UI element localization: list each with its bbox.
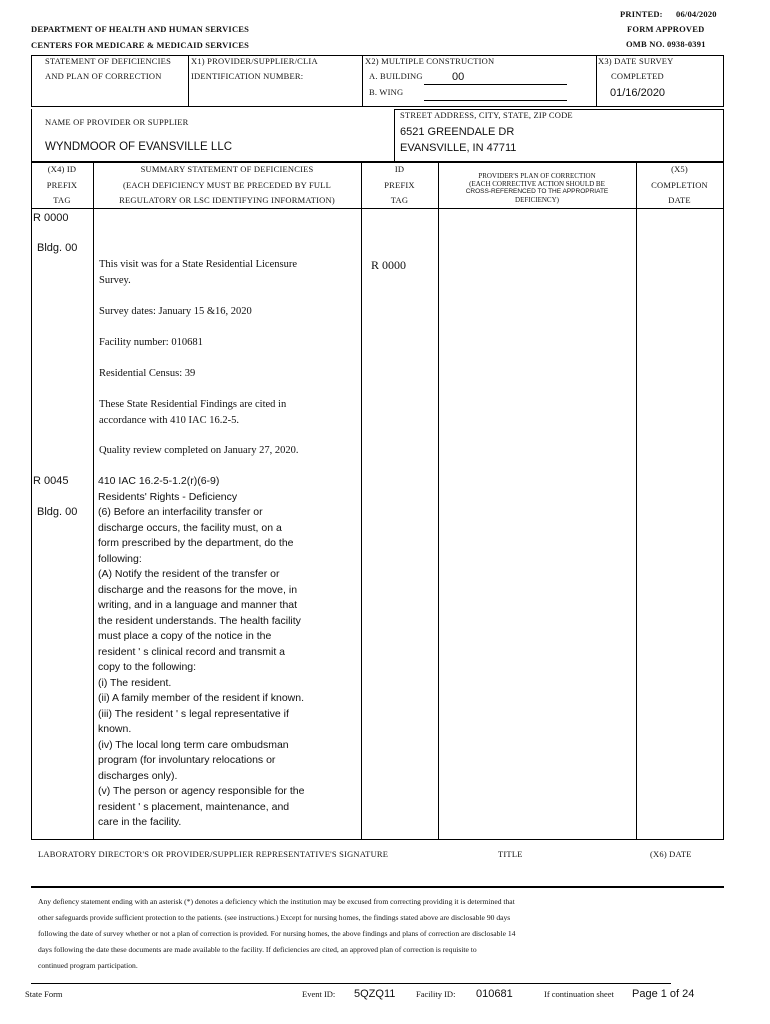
department-name: DEPARTMENT OF HEALTH AND HUMAN SERVICES <box>31 24 250 34</box>
id-tag-header: TAG <box>390 195 409 205</box>
rule <box>31 162 724 163</box>
rule <box>31 109 32 162</box>
summary-sub-header: (EACH DEFICIENCY MUST BE PRECEDED BY FULL <box>122 180 332 190</box>
x2-label: X2) MULTIPLE CONSTRUCTION <box>365 56 495 66</box>
r0000-para-5: These State Residential Findings are cited in accordance with 410 IAC 16.2-5. <box>99 399 287 426</box>
regulation-line: discharge occurs, the facility must, on a <box>98 521 282 534</box>
page-number: Page 1 of 24 <box>632 988 695 1000</box>
plan-header: PROVIDER'S PLAN OF CORRECTION <box>478 172 596 180</box>
wing-label: B. WING <box>369 87 404 97</box>
regulation-line: (i) The resident. <box>98 676 172 689</box>
regulation-line: (A) Notify the resident of the transfer or <box>98 568 280 580</box>
regulation-line: discharges only). <box>98 769 178 782</box>
date-header: DATE <box>668 195 691 205</box>
form-approved: FORM APPROVED <box>627 24 705 34</box>
plan-deficiency-header: DEFICIENCY) <box>515 196 559 204</box>
id-prefix-header: PREFIX <box>384 180 415 190</box>
regulation-line: following: <box>98 552 142 565</box>
regulation-line: Residents' Rights - Deficiency <box>98 490 238 503</box>
rule <box>636 162 637 840</box>
rule <box>438 162 439 840</box>
building-underline <box>424 84 567 85</box>
regulation-line: the resident understands. The health facility <box>98 614 301 627</box>
regulation-line: known. <box>98 723 132 735</box>
provider-name-label: NAME OF PROVIDER OR SUPPLIER <box>45 117 189 127</box>
signature-rule <box>31 886 724 888</box>
omb-number: OMB NO. 0938-0391 <box>626 39 706 49</box>
plan-sub-header: (EACH CORRECTIVE ACTION SHOULD BE <box>469 180 605 188</box>
bldg-r0000: Bldg. 00 <box>37 242 78 254</box>
regulation-line: form prescribed by the department, do the <box>98 537 294 549</box>
x1-label: X1) PROVIDER/SUPPLIER/CLIA <box>191 56 318 66</box>
regulation-line: (iii) The resident ' s legal representative if <box>98 707 289 720</box>
completed-label: COMPLETED <box>611 71 664 81</box>
regulation-line: care in the facility. <box>98 816 182 828</box>
regulation-line: (iv) The local long term care ombudsman <box>98 738 289 751</box>
completion-header: COMPLETION <box>651 180 708 190</box>
provider-name: WYNDMOOR OF EVANSVILLE LLC <box>45 141 233 153</box>
id-tag-r0000: R 0000 <box>371 258 407 272</box>
regulation-line: copy to the following: <box>98 661 197 673</box>
x3-label: X3) DATE SURVEY <box>598 56 674 66</box>
address-street: 6521 GREENDALE DR <box>400 126 515 138</box>
address-label: STREET ADDRESS, CITY, STATE, ZIP CODE <box>400 110 573 120</box>
x6-date-label: (X6) DATE <box>650 849 692 859</box>
rule <box>31 839 724 840</box>
tag-r0045: R 0045 <box>33 475 69 487</box>
state-form-label: State Form <box>25 989 63 999</box>
statement-label: STATEMENT OF DEFICIENCIES <box>45 56 172 66</box>
disclaimer-line: continued program participation. <box>38 961 138 970</box>
regulation-line: resident ' s placement, maintenance, and <box>98 800 290 813</box>
regulation-line: must place a copy of the notice in the <box>98 630 272 642</box>
rule <box>596 55 597 107</box>
regulation-line: resident ' s clinical record and transmit a <box>98 645 286 658</box>
plan-label: AND PLAN OF CORRECTION <box>45 71 162 81</box>
continuation-label: If continuation sheet <box>544 989 614 999</box>
disclaimer-line: days following the date these documents are made available to the facility. If deficiencies are cited, an approved plan of correction is requisite to <box>38 945 477 954</box>
summary-header: SUMMARY STATEMENT OF DEFICIENCIES <box>140 164 314 174</box>
x1-id-label: IDENTIFICATION NUMBER: <box>191 71 304 81</box>
rule <box>93 162 94 840</box>
event-id-value: 5QZQ11 <box>354 988 396 1000</box>
summary-reg-header: REGULATORY OR LSC IDENTIFYING INFORMATION) <box>119 195 335 205</box>
printed-date: 06/04/2020 <box>676 9 717 19</box>
rule <box>31 208 724 209</box>
rule <box>31 106 724 107</box>
x4-prefix-header: PREFIX <box>46 180 78 190</box>
survey-date: 01/16/2020 <box>610 87 666 99</box>
x4-id-header: (X4) ID <box>47 164 77 174</box>
disclaimer-line: following the date of survey whether or not a plan of correction is provided. For nursing homes, the above findings and plans of correction are disclosable 14 <box>38 929 516 938</box>
footer-rule <box>31 983 671 984</box>
plan-cross-header: CROSS-REFERENCED TO THE APPROPRIATE <box>465 188 609 195</box>
bldg-r0045: Bldg. 00 <box>37 506 78 518</box>
facility-id-label: Facility ID: <box>416 989 456 999</box>
printed-label: PRINTED: <box>620 9 663 19</box>
regulation-line: (6) Before an interfacility transfer or <box>98 506 263 518</box>
rule <box>31 162 32 840</box>
regulation-line: (ii) A family member of the resident if known. <box>98 692 304 704</box>
r0045-regulation-text <box>98 474 358 831</box>
address-city: EVANSVILLE, IN 47711 <box>400 142 517 154</box>
disclaimer <box>38 894 720 974</box>
rule <box>723 55 724 107</box>
rule <box>394 109 395 162</box>
title-label: TITLE <box>498 849 523 859</box>
r0000-para-3: Facility number: 010681 <box>99 337 203 348</box>
rule <box>723 162 724 840</box>
id-header: ID <box>394 164 405 174</box>
building-label: A. BUILDING <box>369 71 423 81</box>
signature-label: LABORATORY DIRECTOR'S OR PROVIDER/SUPPLIER REPRESENTATIVE'S SIGNATURE <box>38 849 389 859</box>
disclaimer-line: other safeguards provide sufficient protection to the patients. (see instructions.) Except for nursing homes, the findings stated above are disclosable 90 days <box>38 913 511 922</box>
regulation-line: program (for involuntary relocations or <box>98 754 276 766</box>
event-id-label: Event ID: <box>302 989 336 999</box>
r0000-para-6: Quality review completed on January 27, 2020. <box>99 445 299 456</box>
rule <box>188 55 189 107</box>
regulation-line: (v) The person or agency responsible for the <box>98 785 305 797</box>
wing-underline <box>424 100 567 101</box>
regulation-line: 410 IAC 16.2-5-1.2(r)(6-9) <box>98 475 220 487</box>
rule <box>361 162 362 840</box>
building-value: 00 <box>452 71 465 83</box>
r0000-para-4: Residential Census: 39 <box>99 368 196 379</box>
r0000-para-1: This visit was for a State Residential Licensure Survey. <box>99 259 297 286</box>
rule <box>723 109 724 162</box>
r0000-para-2: Survey dates: January 15 &16, 2020 <box>99 306 252 317</box>
centers-name: CENTERS FOR MEDICARE & MEDICAID SERVICES <box>31 40 250 50</box>
regulation-line: writing, and in a language and manner that <box>98 599 298 611</box>
rule <box>31 55 32 107</box>
x5-header: (X5) <box>671 164 688 174</box>
disclaimer-line: Any defiency statement ending with an asterisk (*) denotes a deficiency which the institution may be excused from correcting providing it is determined that <box>38 897 515 906</box>
x4-tag-header: TAG <box>53 195 71 205</box>
rule <box>362 55 363 107</box>
facility-id-value: 010681 <box>476 988 513 1000</box>
regulation-line: discharge and the reasons for the move, in <box>98 583 298 596</box>
tag-r0000: R 0000 <box>33 212 69 224</box>
